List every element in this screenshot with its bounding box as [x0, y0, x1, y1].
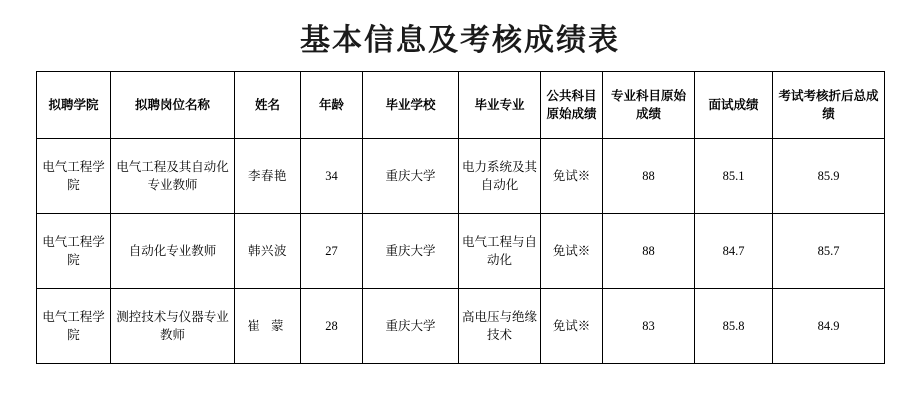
cell-position: 自动化专业教师: [111, 214, 235, 289]
table-row: [37, 289, 885, 364]
cell-position: 电气工程及其自动化专业教师: [111, 139, 235, 214]
column-header-name: 姓名: [235, 72, 301, 139]
cell-college: 电气工程学院: [37, 289, 111, 364]
cell-major: 电力系统及其自动化: [459, 139, 541, 214]
cell-name: 韩兴波: [235, 214, 301, 289]
cell-public-score: 免试※: [541, 289, 603, 364]
cell-school: 重庆大学: [363, 214, 459, 289]
table-header-row: [37, 72, 885, 139]
cell-major-score: 88: [603, 139, 695, 214]
cell-major: 电气工程与自动化: [459, 214, 541, 289]
column-header-major: 毕业专业: [459, 72, 541, 139]
table-body: [37, 139, 885, 364]
cell-public-score: 免试※: [541, 139, 603, 214]
grades-table: [36, 71, 885, 364]
cell-total-score: 85.7: [773, 214, 885, 289]
cell-age: 27: [301, 214, 363, 289]
column-header-age: 年龄: [301, 72, 363, 139]
column-header-interview-score: 面试成绩: [695, 72, 773, 139]
cell-name: 崔 蒙: [235, 289, 301, 364]
column-header-school: 毕业学校: [363, 72, 459, 139]
cell-college: 电气工程学院: [37, 139, 111, 214]
cell-major-score: 83: [603, 289, 695, 364]
cell-school: 重庆大学: [363, 289, 459, 364]
cell-college: 电气工程学院: [37, 214, 111, 289]
column-header-position: 拟聘岗位名称: [111, 72, 235, 139]
column-header-public-score: 公共科目原始成绩: [541, 72, 603, 139]
table-header: [37, 72, 885, 139]
cell-name: 李春艳: [235, 139, 301, 214]
cell-position: 测控技术与仪器专业教师: [111, 289, 235, 364]
column-header-total-score: 考试考核折后总成绩: [773, 72, 885, 139]
cell-public-score: 免试※: [541, 214, 603, 289]
column-header-college: 拟聘学院: [37, 72, 111, 139]
table-container: [0, 71, 920, 364]
cell-age: 34: [301, 139, 363, 214]
cell-age: 28: [301, 289, 363, 364]
cell-major-score: 88: [603, 214, 695, 289]
cell-interview-score: 85.1: [695, 139, 773, 214]
table-row: [37, 139, 885, 214]
cell-interview-score: 85.8: [695, 289, 773, 364]
page-title: 基本信息及考核成绩表: [300, 24, 620, 57]
table-row: [37, 214, 885, 289]
cell-major: 高电压与绝缘技术: [459, 289, 541, 364]
column-header-major-score: 专业科目原始成绩: [603, 72, 695, 139]
cell-total-score: 85.9: [773, 139, 885, 214]
cell-total-score: 84.9: [773, 289, 885, 364]
cell-interview-score: 84.7: [695, 214, 773, 289]
cell-school: 重庆大学: [363, 139, 459, 214]
